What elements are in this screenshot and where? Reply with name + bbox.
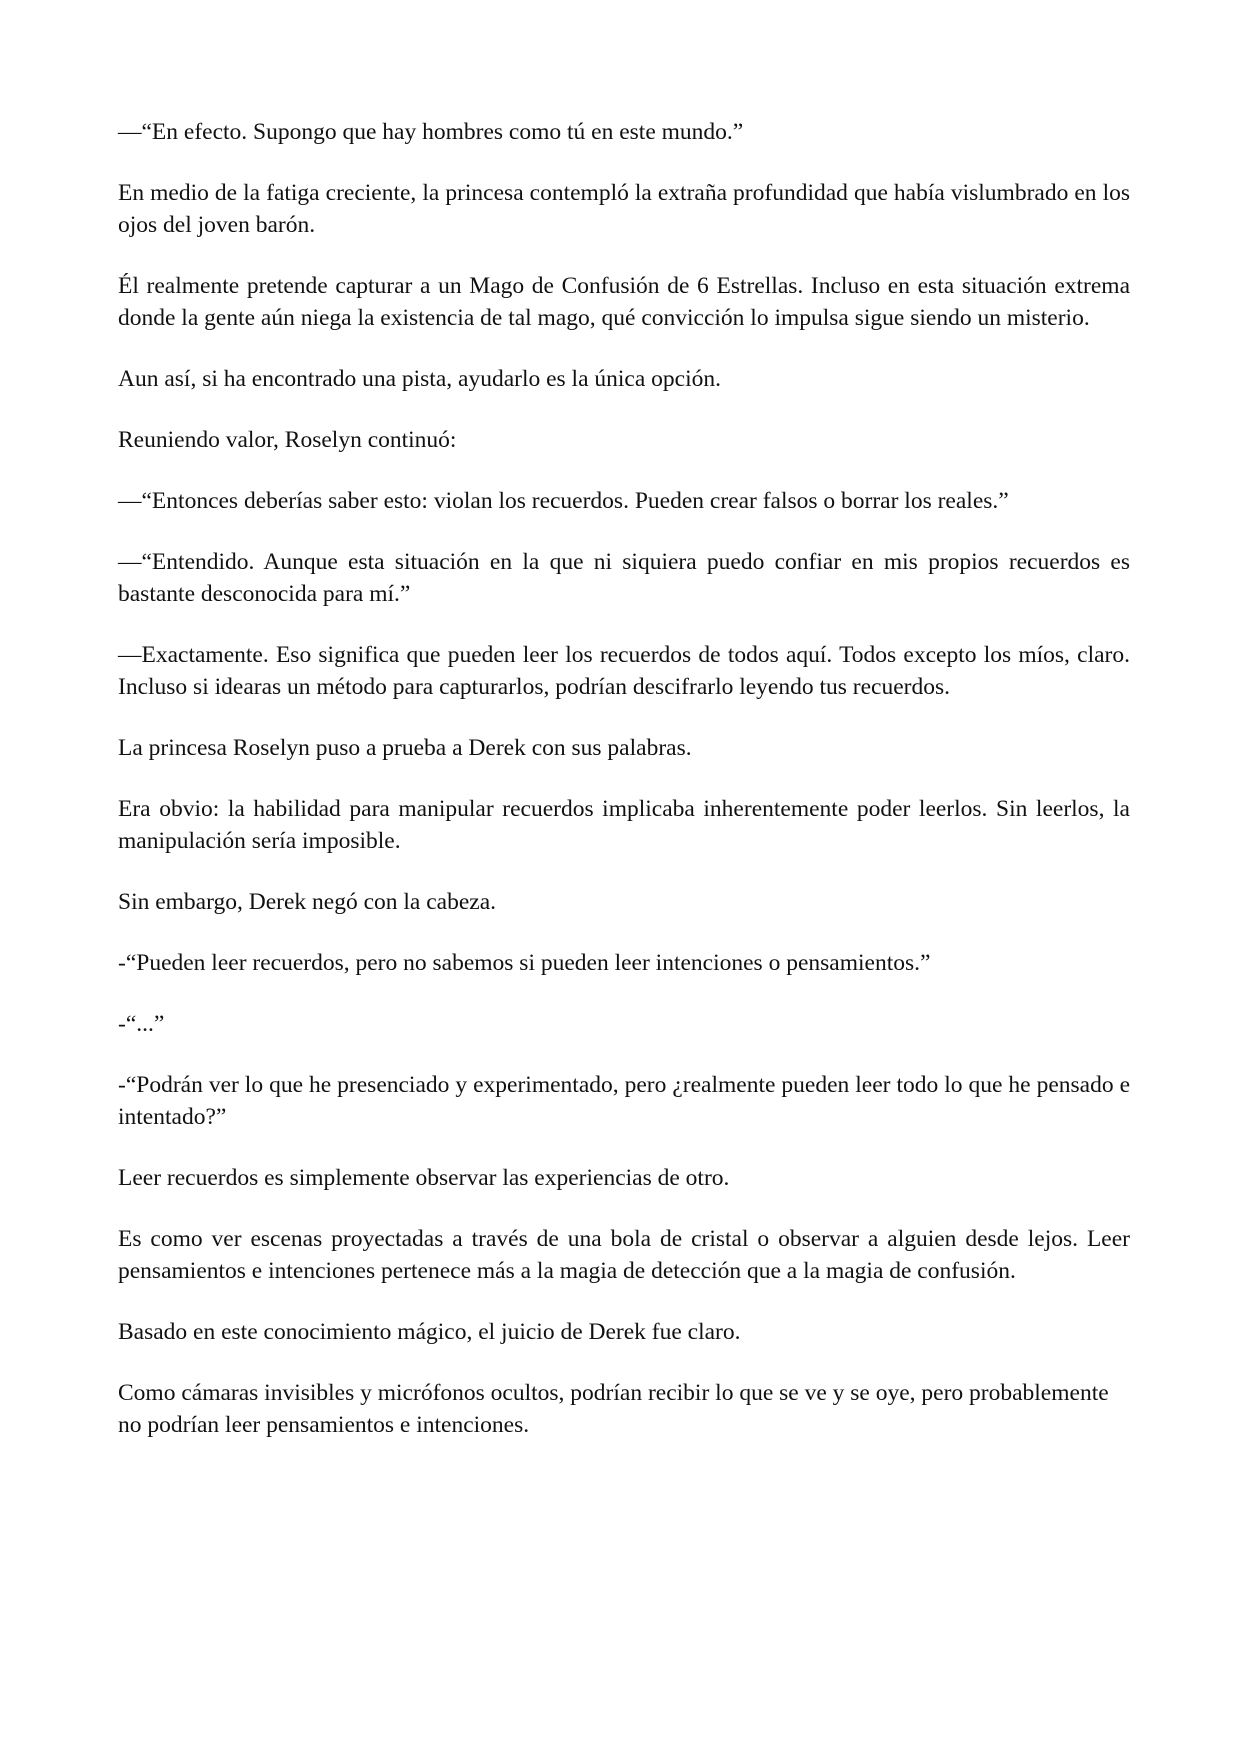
- paragraph-12: -“Pueden leer recuerdos, pero no sabemos si pueden leer intenciones o pensamientos.”: [118, 950, 931, 976]
- paragraph-1: —“En efecto. Supongo que hay hombres como tú en este mundo.”: [118, 119, 744, 145]
- paragraph-10: Era obvio: la habilidad para manipular recuerdos implicaba inherentemente poder leerlos. Sin leerlos, la manipulación sería imposible.: [118, 796, 1130, 854]
- paragraph-13: -“...”: [118, 1011, 165, 1037]
- paragraph-4: Aun así, si ha encontrado una pista, ayudarlo es la única opción.: [118, 366, 721, 392]
- paragraph-18: Como cámaras invisibles y micrófonos ocultos, podrían recibir lo que se ve y se oye, pero probablemente no podrían leer pensamientos e intenciones.: [118, 1380, 1109, 1438]
- paragraph-11: Sin embargo, Derek negó con la cabeza.: [118, 889, 497, 915]
- paragraph-16: Es como ver escenas proyectadas a través de una bola de cristal o observar a alguien desde lejos. Leer pensamientos e intenciones pertenece más a la magia de detección que a la magia de confusión.: [118, 1226, 1130, 1284]
- paragraph-8: —Exactamente. Eso significa que pueden leer los recuerdos de todos aquí. Todos excepto los míos, claro. Incluso si idearas un método para capturarlos, podrían descifrarlo leyendo tus recuerdos.: [118, 642, 1130, 700]
- document-body: [118, 116, 1130, 1470]
- paragraph-7: —“Entendido. Aunque esta situación en la que ni siquiera puedo confiar en mis propios recuerdos es bastante desconocida para mí.”: [118, 549, 1130, 607]
- paragraph-2: En medio de la fatiga creciente, la princesa contempló la extraña profundidad que había vislumbrado en los ojos del joven barón.: [118, 180, 1130, 238]
- paragraph-15: Leer recuerdos es simplemente observar las experiencias de otro.: [118, 1165, 730, 1191]
- paragraph-17: Basado en este conocimiento mágico, el juicio de Derek fue claro.: [118, 1319, 741, 1345]
- paragraph-3: Él realmente pretende capturar a un Mago de Confusión de 6 Estrellas. Incluso en esta situación extrema donde la gente aún niega la existencia de tal mago, qué convicción lo impulsa sigue siendo un misterio.: [118, 273, 1130, 331]
- paragraph-6: —“Entonces deberías saber esto: violan los recuerdos. Pueden crear falsos o borrar los reales.”: [118, 488, 1009, 514]
- paragraph-9: La princesa Roselyn puso a prueba a Derek con sus palabras.: [118, 735, 692, 761]
- paragraph-14: -“Podrán ver lo que he presenciado y experimentado, pero ¿realmente pueden leer todo lo que he pensado e intentado?”: [118, 1072, 1130, 1130]
- paragraph-5: Reuniendo valor, Roselyn continuó:: [118, 427, 457, 453]
